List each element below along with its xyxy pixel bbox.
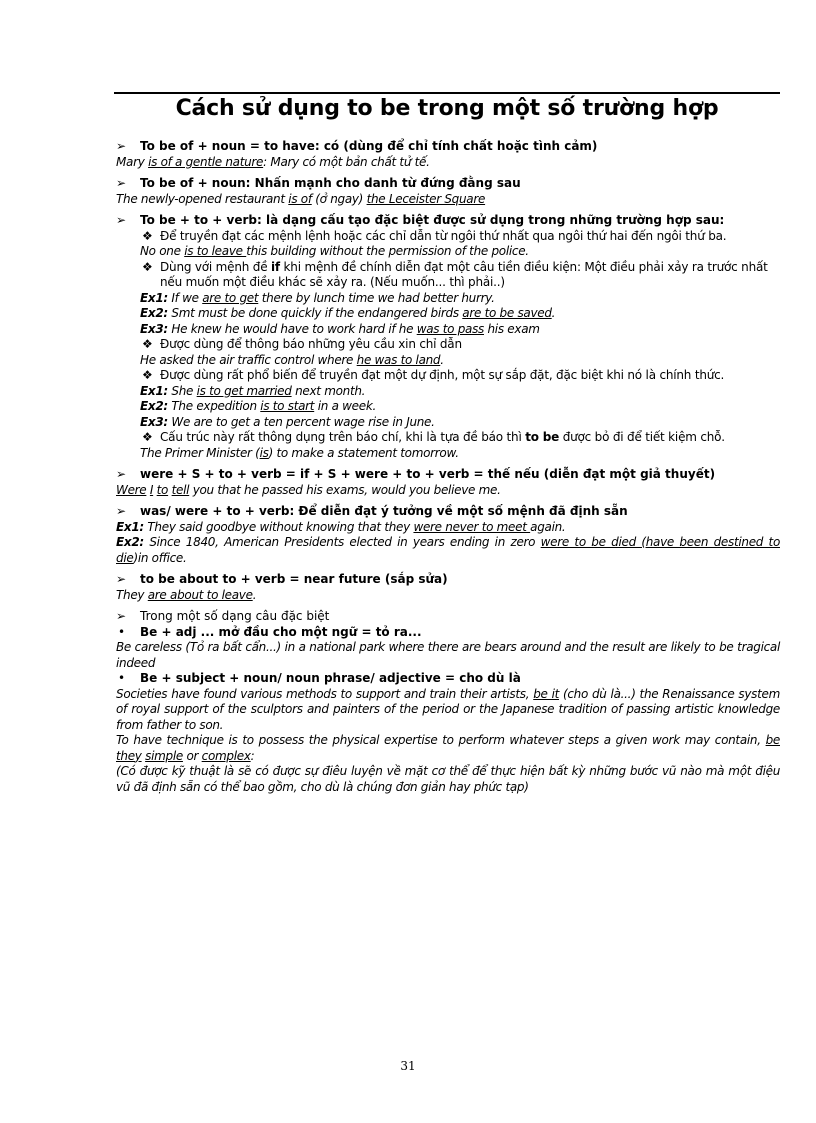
example: Mary is of a gentle nature: Mary có một bản chất tử tế. (116, 154, 430, 169)
example: Were I to tell you that he passed his exams, would you believe me. (116, 482, 501, 497)
page-title: Cách sử dụng to be trong một số trường hợp (175, 96, 719, 121)
example: Ex2: Smt must be done quickly if the endangered birds are to be saved. (140, 306, 556, 320)
section-heading: ➢ To be of + noun: Nhấn mạnh cho danh từ đứng đằng sau (116, 176, 521, 190)
example: To have technique is to possess the physical expertise to perform whatever steps a given work may contain, be they simple or complex: (116, 733, 780, 763)
section-heading: ➢ was/ were + to + verb: Để diễn đạt ý tưởng về một số mệnh đã định sẵn (116, 504, 628, 518)
sub-bullet: ❖ Dùng với mệnh đề if khi mệnh đề chính diễn đạt một câu tiền điều kiện: Một điều phải xảy ra trước nhất nếu muốn một điều khác sẽ xảy ra. (Nếu muốn... thì phải..) (142, 259, 768, 289)
example: They are about to leave. (116, 587, 257, 602)
example: He asked the air traffic control where he was to land. (140, 352, 444, 367)
pattern-heading: • Be + subject + noun/ noun phrase/ adjective = cho dù là (118, 671, 521, 685)
example: No one is to leave this building without the permission of the police. (140, 244, 529, 258)
section-intro: ➢ Trong một số dạng câu đặc biệt (116, 609, 330, 623)
bullet-dot-icon: • (118, 624, 126, 639)
example: Ex2: Since 1840, American Presidents elected in years ending in zero were to be died (have been destined to die)in office. (116, 535, 780, 565)
example: Ex1: She is to get married next month. (140, 383, 366, 398)
example: Ex3: We are to get a ten percent wage rise in June. (140, 414, 435, 429)
arrow-bullet-icon: ➢ (116, 176, 127, 190)
sub-bullet: ❖ Cấu trúc này rất thông dụng trên báo chí, khi là tựa đề báo thì to be được bỏ đi để tiết kiệm chỗ. (142, 430, 725, 444)
sub-bullet: ❖ Được dùng rất phổ biến để truyền đạt một dự định, một sự sắp đặt, đặc biệt khi nó là chính thức. (142, 368, 725, 382)
diamond-bullet-icon: ❖ (142, 430, 153, 444)
pattern-heading: • Be + adj ... mở đầu cho một ngữ = tỏ ra... (118, 624, 422, 639)
example: Ex3: He knew he would have to work hard if he was to pass his exam (140, 321, 540, 336)
section-heading: ➢ To be of + noun = to have: có (dùng để chỉ tính chất hoặc tình cảm) (116, 139, 598, 153)
example: Ex2: The expedition is to start in a week. (140, 399, 376, 413)
example: The newly-opened restaurant is of (ở ngay) the Leceister Square (116, 191, 486, 206)
diamond-bullet-icon: ❖ (142, 228, 153, 243)
example: The Primer Minister (is) to make a statement tomorrow. (140, 445, 459, 460)
section-heading: ➢ to be about to + verb = near future (sắp sửa) (116, 572, 448, 586)
sub-bullet: ❖ Được dùng để thông báo những yêu cầu xin chỉ dẫn (142, 337, 462, 351)
diamond-bullet-icon: ❖ (142, 259, 153, 274)
arrow-bullet-icon: ➢ (116, 213, 127, 227)
arrow-bullet-icon: ➢ (116, 139, 127, 153)
section-heading: ➢ were + S + to + verb = if + S + were + to + verb = thế nếu (diễn đạt một giả thuyết) (116, 467, 716, 481)
sub-bullet: ❖ Để truyền đạt các mệnh lệnh hoặc các chỉ dẫn từ ngôi thứ nhất qua ngôi thứ hai đến ngôi thứ ba. (142, 228, 727, 243)
example: Societies have found various methods to support and train their artists, be it (cho dù là...) the Renaissance system of royal support of the sculptors and painters of the period or the Japanese tradition of passing artistic knowledge from father to son. (116, 686, 780, 732)
arrow-bullet-icon: ➢ (116, 504, 127, 518)
arrow-bullet-icon: ➢ (116, 467, 127, 481)
diamond-bullet-icon: ❖ (142, 368, 153, 382)
document-body (116, 139, 780, 795)
example: Be careless (Tỏ ra bất cẩn...) in a national park where there are bears around and the result are likely to be tragical indeed (116, 640, 780, 670)
diamond-bullet-icon: ❖ (142, 337, 153, 351)
example: Ex1: If we are to get there by lunch time we had better hurry. (140, 290, 495, 305)
title-rule (114, 92, 780, 94)
example-translation: (Có được kỹ thuật là sẽ có được sự điêu luyện về mặt cơ thể để thực hiện bất kỳ những bước vũ nào mà một điệu vũ đã định sẵn có thể bao gồm, cho dù là chúng đơn giản hay phức tạp) (116, 764, 780, 794)
bullet-dot-icon: • (118, 671, 126, 685)
example: Ex1: They said goodbye without knowing that they were never to meet again. (116, 519, 566, 534)
arrow-bullet-icon: ➢ (116, 572, 127, 586)
section-heading: ➢ To be + to + verb: là dạng cấu tạo đặc biệt được sử dụng trong những trường hợp sau: (116, 213, 725, 227)
page-number: 31 (400, 1059, 416, 1073)
arrow-bullet-icon: ➢ (116, 609, 127, 623)
